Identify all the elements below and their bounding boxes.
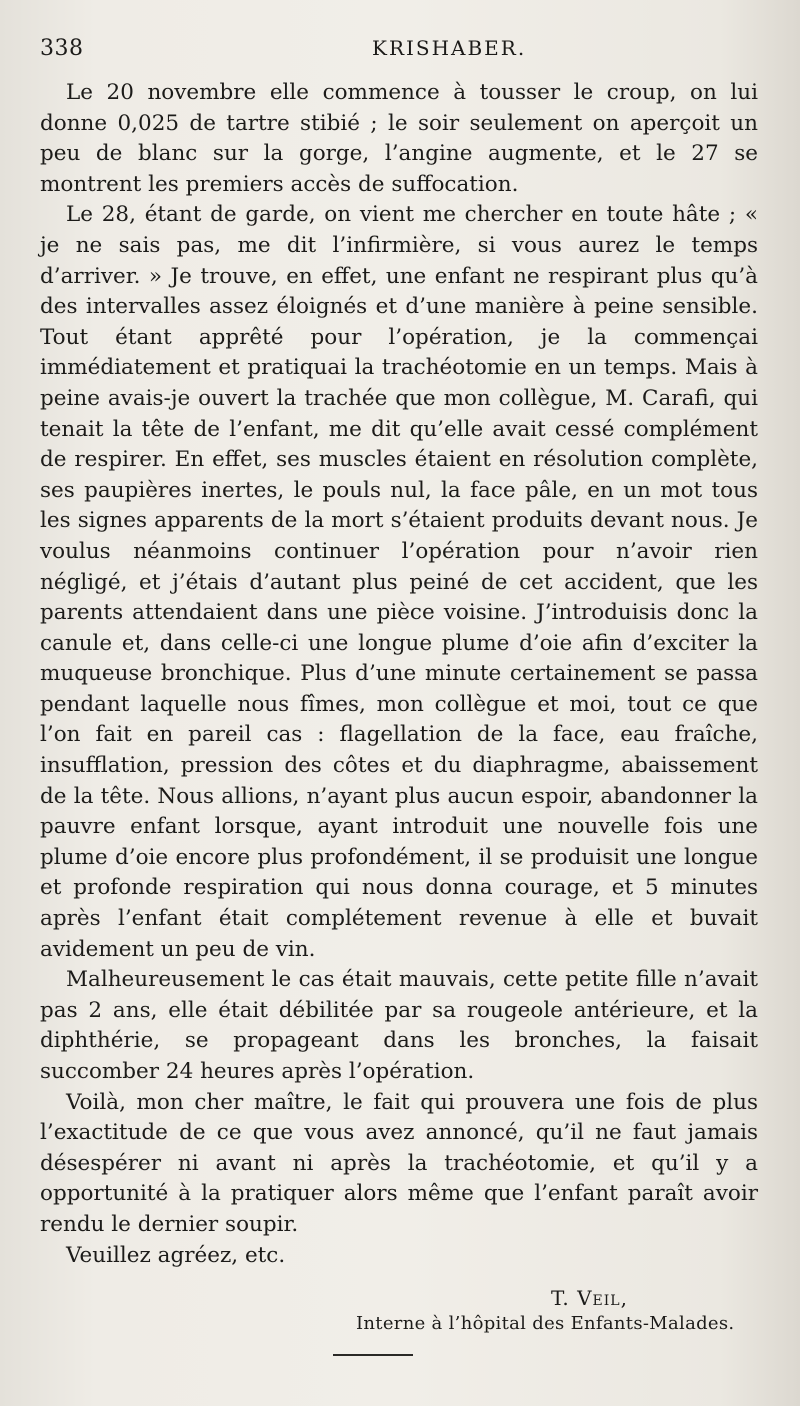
page-header xyxy=(40,36,760,66)
body-text xyxy=(40,78,758,1271)
signature xyxy=(551,1286,628,1310)
paragraph-2: Le 28, étant de garde, on vient me chercher en toute hâte ; « je ne sais pas, me dit l’infirmière, si vous aurez le temps d’arriver. » Je trouve, en effet, une enfant ne respirant plus qu’à des intervalles assez éloignés et d’une manière à peine sensible. Tout étant apprêté pour l’opération, je la commençai immédiatement et pratiquai la trachéotomie en un temps. Mais à peine avais-je ouvert la trachée que mon collègue, M. Carafi, qui tenait la tête de l’enfant, me dit qu’elle avait cessé complément de respirer. En effet, ses muscles étaient en résolution complète, ses paupières inertes, le pouls nul, la face pâle, en un mot tous les signes apparents de la mort s’étaient produits devant nous. Je voulus néanmoins continuer l’opération pour n’avoir rien négligé, et j’étais d’autant plus peiné de cet accident, que les parents attendaient dans une pièce voisine. J’introduisis donc la canule et, dans celle-ci une longue plume d’oie afin d’exciter la muqueuse bronchique. Plus d’une minute certainement se passa pendant laquelle nous fîmes, mon collègue et moi, tout ce que l’on fait en pareil cas : flagellation de la face, eau fraîche, insufflation, pression des côtes et du diaphragme, abaissement de la tête. Nous allions, n’ayant plus aucun espoir, abandonner la pauvre enfant lorsque, ayant introduit une nouvelle fois une plume d’oie encore plus profondément, il se produisit une longue et profonde respiration qui nous donna courage, et 5 minutes après l’enfant était complétement revenue à elle et buvait avidement un peu de vin. xyxy=(40,202,758,962)
signature-name: T. Veil, xyxy=(551,1286,628,1310)
end-rule xyxy=(333,1354,413,1356)
signature-affiliation: Interne à l’hôpital des Enfants-Malades. xyxy=(356,1313,735,1334)
page-number: 338 xyxy=(40,36,84,61)
paragraph-4: Voilà, mon cher maître, le fait qui prouvera une fois de plus l’exactitude de ce que vous avez annoncé, qu’il ne faut jamais désespérer ni avant ni après la trachéotomie, et qu’il y a opportunité à la pratiquer alors même que l’enfant paraît avoir rendu le dernier soupir. xyxy=(40,1089,758,1237)
paragraph-3: Malheureusement le cas était mauvais, cette petite fille n’avait pas 2 ans, elle était débilitée par sa rougeole antérieure, et la diphthérie, se propageant dans les bronches, la faisait succomber 24 heures après l’opération. xyxy=(40,967,758,1084)
paragraph-5: Veuillez agréez, etc. xyxy=(66,1242,286,1268)
running-head: KRISHABER. xyxy=(372,36,527,60)
paragraph-1: Le 20 novembre elle commence à tousser le croup, on lui donne 0,025 de tartre stibié ; le soir seulement on aperçoit un peu de blanc sur la gorge, l’angine augmente, et le 27 se montrent les premiers accès de suffocation. xyxy=(40,80,758,197)
